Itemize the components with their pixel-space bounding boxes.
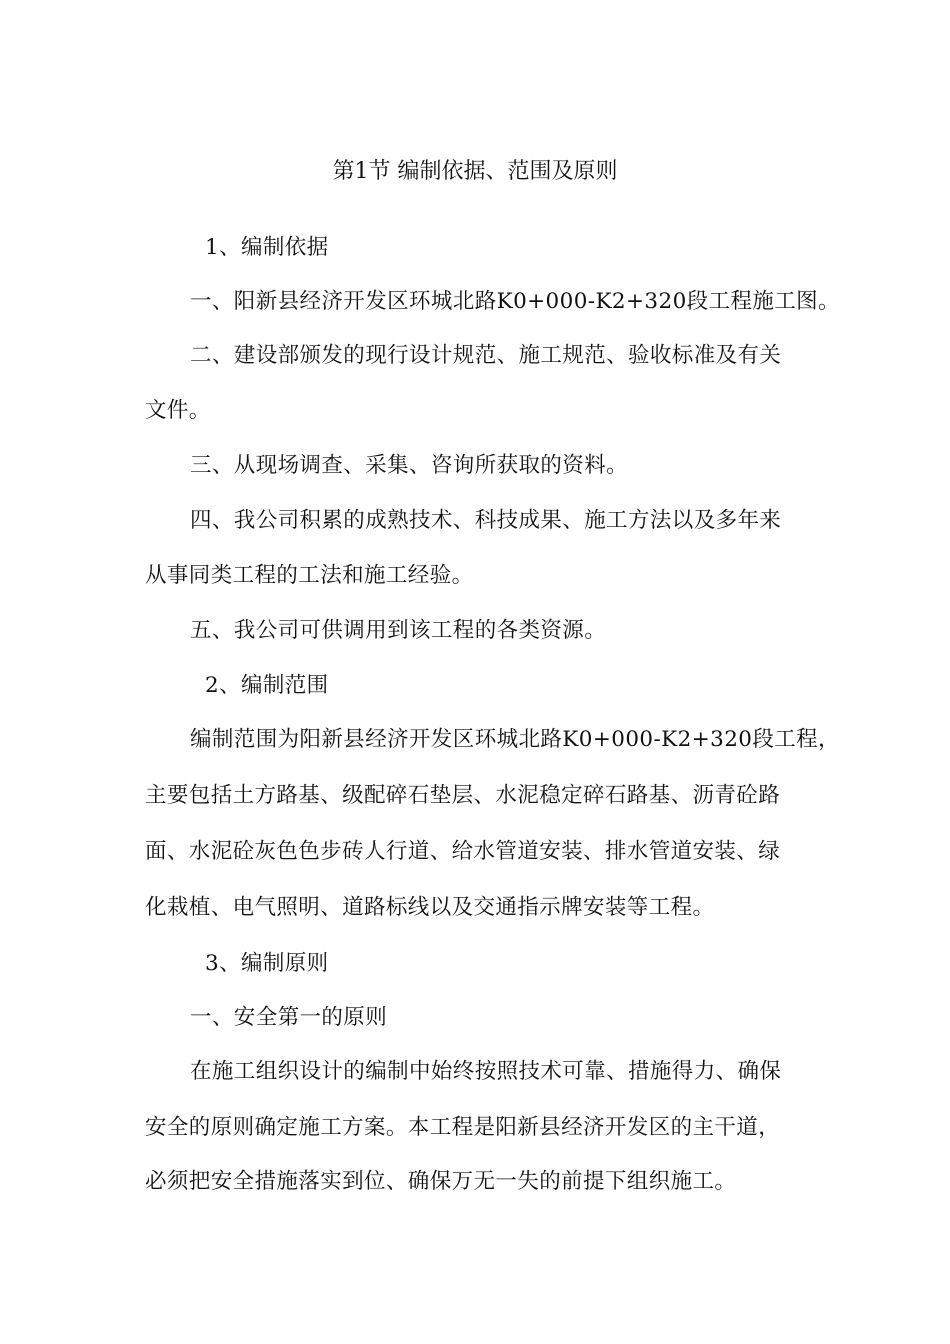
principles-sub-heading: 一、安全第一的原则	[190, 1005, 388, 1030]
basis-heading: 1、编制依据	[205, 235, 329, 260]
principles-line-1: 在施工组织设计的编制中始终按照技术可靠、措施得力、确保	[190, 1059, 782, 1084]
basis-item-4: 四、我公司积累的成熟技术、科技成果、施工方法以及多年来	[190, 508, 782, 533]
basis-item-4-continued: 从事同类工程的工法和施工经验。	[145, 563, 474, 588]
scope-line-2: 主要包括土方路基、级配碎石垫层、水泥稳定碎石路基、沥青砼路	[145, 783, 781, 808]
basis-item-2-continued: 文件。	[145, 398, 211, 423]
principles-line-2: 安全的原则确定施工方案。本工程是阳新县经济开发区的主干道，	[145, 1115, 781, 1140]
principles-line-3: 必须把安全措施落实到位、确保万无一失的前提下组织施工。	[145, 1169, 737, 1194]
basis-item-3: 三、从现场调查、采集、咨询所获取的资料。	[190, 453, 629, 478]
scope-line-1: 编制范围为阳新县经济开发区环城北路K0+000-K2+320段工程，	[190, 727, 840, 752]
basis-item-5: 五、我公司可供调用到该工程的各类资源。	[190, 618, 607, 643]
scope-line-3: 面、水泥砼灰色色步砖人行道、给水管道安装、排水管道安装、绿	[145, 839, 781, 864]
scope-line-4: 化栽植、电气照明、道路标线以及交通指示牌安装等工程。	[145, 895, 715, 920]
scope-heading: 2、编制范围	[205, 673, 329, 698]
section-title: 第1节 编制依据、范围及原则	[332, 159, 618, 184]
basis-item-2: 二、建设部颁发的现行设计规范、施工规范、验收标准及有关	[190, 343, 782, 368]
principles-heading: 3、编制原则	[205, 951, 329, 976]
basis-item-1: 一、阳新县经济开发区环城北路K0+000-K2+320段工程施工图。	[190, 289, 840, 314]
